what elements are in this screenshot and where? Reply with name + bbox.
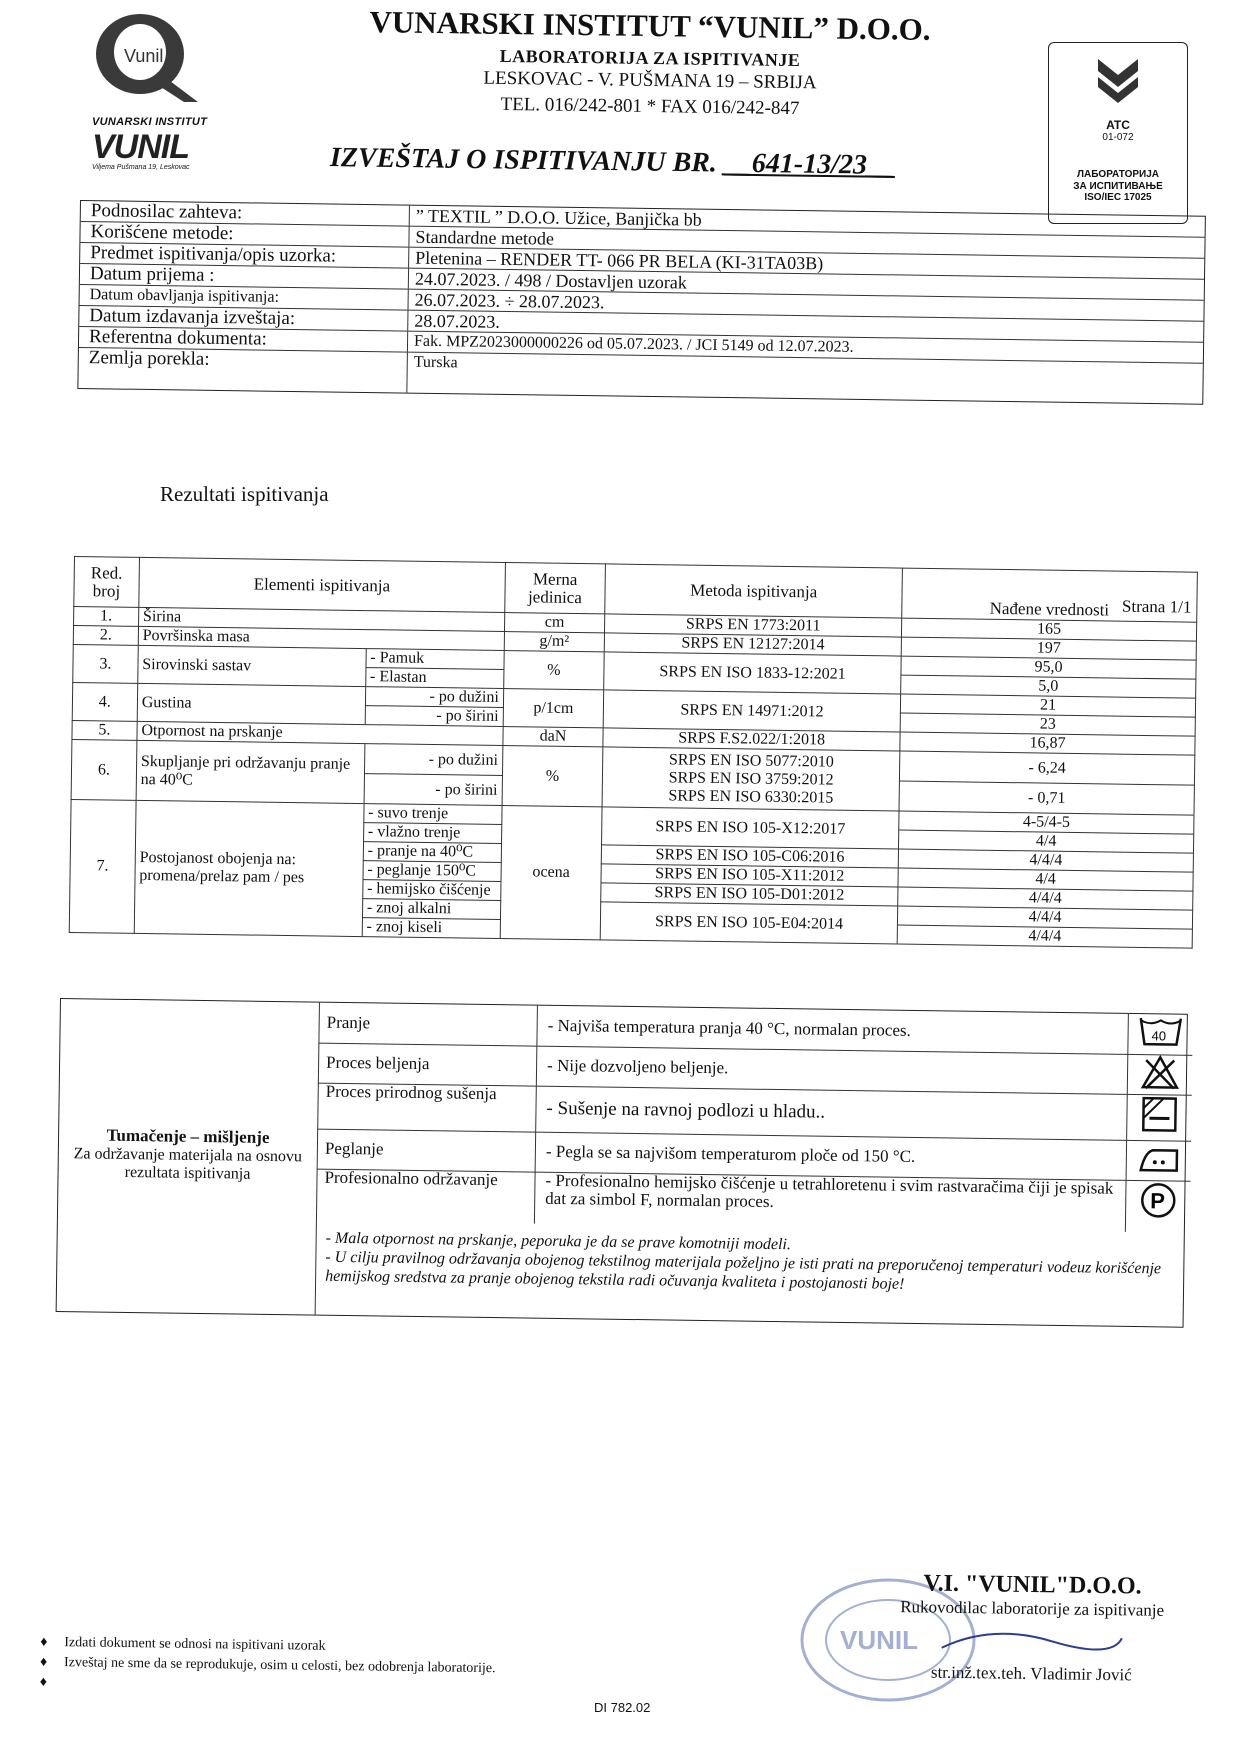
logo-vunil-text: VUNIL bbox=[92, 128, 189, 166]
row-sub: - vlažno trenje bbox=[363, 823, 501, 844]
signature-name: str.inž.tex.teh. Vladimir Jović bbox=[930, 1662, 1132, 1685]
row-element: Postojanost obojenja na: promena/prelaz pam / pes bbox=[134, 800, 364, 936]
wash-40-icon bbox=[1127, 1014, 1193, 1055]
note-2: - U cilju pravilnog održavanja obojenog tekstilnog materijala poželjno je isti prati na preporučenoj temperaturi vodeuz korišćenje hemijskog sredstva za pranje obojenog tekstila radi očuvanja kvaliteta i postojanosti boje! bbox=[325, 1248, 1162, 1293]
care-value: - Nije dozvoljeno beljenje. bbox=[546, 1055, 729, 1078]
row-value: 4/4 bbox=[899, 830, 1194, 853]
info-key: Zemlja porekla: bbox=[78, 348, 408, 393]
atc-lab-line2: ЗА ИСПИТИВАЊЕ bbox=[1073, 181, 1163, 192]
row-method: SRPS EN 12127:2014 bbox=[604, 633, 901, 656]
row-sub: - po širini bbox=[365, 706, 503, 727]
report-title bbox=[330, 142, 895, 182]
row-no: 3. bbox=[73, 644, 138, 683]
atc-label: ATC bbox=[1106, 118, 1130, 132]
row-method: SRPS EN ISO 3759:2012 bbox=[668, 768, 834, 789]
row-method: SRPS EN ISO 5077:2010 bbox=[668, 750, 834, 771]
signature-block bbox=[899, 1570, 1164, 1686]
row-method: SRPS EN ISO 105-D01:2012 bbox=[601, 883, 898, 906]
care-value: - Najviša temperatura pranja 40 °C, normalan proces. bbox=[547, 1015, 911, 1040]
iron-150-icon bbox=[1126, 1140, 1192, 1181]
header-no: Red. broj bbox=[74, 557, 140, 608]
request-info-table bbox=[77, 200, 1206, 405]
care-value: - Pegla se sa najvišom temperaturom ploče od 150 °C. bbox=[545, 1141, 916, 1166]
row-sub: - peglanje 150⁰C bbox=[363, 861, 501, 882]
vunil-logo bbox=[88, 10, 206, 102]
professional-clean-p-icon bbox=[1125, 1180, 1191, 1233]
info-value: Pletenina – RENDER TT- 066 PR BELA (KI-31TA03B) bbox=[415, 247, 824, 274]
row-unit: daN bbox=[503, 727, 604, 747]
bullet-icon: ♦ bbox=[40, 1634, 48, 1650]
care-key: Peglanje bbox=[317, 1129, 537, 1172]
row-method: SRPS F.S2.022/1:2018 bbox=[603, 728, 900, 751]
header-element: Elementi ispitivanja bbox=[139, 557, 506, 612]
info-key: Datum izdavanja izveštaja: bbox=[79, 306, 408, 331]
row-sub: - pranje na 40⁰C bbox=[363, 842, 501, 863]
row-value: 4/4/4 bbox=[898, 849, 1193, 872]
org-address: LESKOVAC - V. PUŠMANA 19 – SRBIJA bbox=[483, 67, 817, 94]
row-unit: % bbox=[503, 651, 604, 690]
info-value: 28.07.2023. bbox=[414, 310, 500, 332]
org-title: VUNARSKI INSTITUT “VUNIL” D.O.O. bbox=[369, 4, 931, 47]
row-sub: - hemijsko čišćenje bbox=[363, 880, 501, 901]
row-unit: p/1cm bbox=[503, 689, 604, 728]
row-value: 23 bbox=[900, 713, 1195, 736]
interpretation-subtitle: Za održavanje materijala na osnovu rezultata ispitivanja bbox=[73, 1145, 303, 1183]
row-sub: - znoj kiseli bbox=[362, 918, 500, 939]
info-key: Referentna dokumenta: bbox=[79, 327, 408, 352]
footer-note-text: Izdati dokument se odnosi na ispitivani uzorak bbox=[64, 1635, 326, 1654]
bullet-icon: ♦ bbox=[39, 1674, 48, 1690]
row-unit: cm bbox=[504, 613, 605, 633]
signature-role: Rukovodilac laboratorije za ispitivanje bbox=[900, 1597, 1165, 1620]
info-value: Turska bbox=[413, 353, 458, 372]
row-element: Sirovinski sastav bbox=[138, 645, 366, 686]
results-table bbox=[69, 556, 1198, 949]
bullet-icon: ♦ bbox=[39, 1654, 48, 1670]
row-method: SRPS EN ISO 1833-12:2021 bbox=[604, 652, 901, 694]
info-value: Standardne metode bbox=[415, 226, 555, 249]
row-value: - 6,24 bbox=[900, 751, 1195, 785]
care-key: Proces beljenja bbox=[318, 1043, 538, 1086]
org-phone: TEL. 016/242-801 * FAX 016/242-847 bbox=[500, 93, 800, 120]
row-value: 95,0 bbox=[901, 656, 1196, 679]
atc-standard: ISO/IEC 17025 bbox=[1084, 192, 1152, 203]
dry-flat-shade-icon bbox=[1126, 1094, 1192, 1141]
header-method: Metoda ispitivanja bbox=[605, 564, 903, 618]
row-value: 5,0 bbox=[901, 675, 1196, 698]
care-key: Profesionalno održavanje bbox=[316, 1169, 536, 1224]
atc-mark-icon bbox=[1088, 53, 1148, 109]
lab-name: LABORATORIJA ZA ISPITIVANJE bbox=[499, 45, 801, 71]
row-unit: g/m² bbox=[504, 632, 605, 652]
row-value: 197 bbox=[901, 637, 1196, 660]
row-no: 1. bbox=[74, 607, 139, 627]
svg-text:P: P bbox=[1150, 1188, 1166, 1214]
atc-number: 01-072 bbox=[1102, 132, 1134, 143]
row-unit: % bbox=[502, 746, 603, 807]
care-value: - Sušenje na ravnoj podlozi u hladu.. bbox=[546, 1097, 826, 1123]
header-unit: Merna jedinica bbox=[505, 563, 606, 614]
row-value: 4/4/4 bbox=[897, 925, 1192, 948]
row-sub: - po dužini bbox=[364, 744, 502, 776]
footer-notes bbox=[40, 1633, 496, 1699]
row-method: SRPS EN ISO 105-X11:2012 bbox=[601, 864, 898, 887]
info-key: Datum prijema : bbox=[80, 264, 409, 289]
row-sub: - Elastan bbox=[365, 668, 503, 689]
info-key: Podnosilac zahteva: bbox=[81, 201, 410, 226]
row-no: 5. bbox=[72, 720, 137, 740]
signature-org: V.I. "VUNIL"D.O.O. bbox=[923, 1570, 1142, 1600]
row-sub: - suvo trenje bbox=[364, 804, 502, 825]
no-bleach-icon bbox=[1127, 1054, 1193, 1095]
info-value: 24.07.2023. / 498 / Dostavljen uzorak bbox=[414, 268, 688, 293]
row-value: 21 bbox=[900, 694, 1195, 717]
logo-small-text: VUNARSKI INSTITUT bbox=[92, 116, 208, 128]
care-key: Proces prirodnog sušenja bbox=[317, 1083, 537, 1132]
row-element: Otpornost na prskanje bbox=[137, 721, 503, 745]
care-value: - Profesionalno hemijsko čišćenje u tetrahloretenu i svim rastvaračima čiji je spisak dat za simbol F, normalan proces. bbox=[545, 1170, 1114, 1211]
row-method: SRPS EN 14971:2012 bbox=[603, 690, 900, 732]
row-method: SRPS EN ISO 6330:2015 bbox=[668, 786, 834, 807]
row-value: 16,87 bbox=[900, 732, 1195, 755]
report-title-text: IZVEŠTAJ O ISPITIVANJU BR. bbox=[329, 142, 718, 179]
row-element: Gustina bbox=[137, 683, 365, 724]
accreditation-badge bbox=[1048, 42, 1188, 224]
row-no: 6. bbox=[71, 739, 137, 800]
info-value: Fak. MPZ2023000000226 od 05.07.2023. / JCI 5149 od 12.07.2023. bbox=[413, 332, 854, 356]
row-no: 4. bbox=[72, 682, 137, 721]
info-value: ” TEXTIL ” D.O.O. Užice, Banjička bb bbox=[415, 205, 702, 230]
document-code: DI 782.02 bbox=[594, 1700, 651, 1715]
info-value: 26.07.2023. ÷ 28.07.2023. bbox=[414, 289, 605, 313]
note-1: - Mala otpornost na prskanje, peporuka je da se prave komotniji modeli. bbox=[325, 1229, 792, 1254]
row-sub: - znoj alkalni bbox=[362, 899, 500, 920]
row-element: Skupljanje pri održavanju pranje na 40⁰C bbox=[136, 740, 365, 803]
interpretation-box bbox=[56, 998, 1188, 1328]
info-key: Korišćene metode: bbox=[80, 222, 409, 247]
svg-text:Vunil: Vunil bbox=[124, 46, 164, 66]
svg-text:40: 40 bbox=[1151, 1028, 1167, 1044]
row-value: 4/4/4 bbox=[898, 887, 1193, 910]
interpretation-title: Tumačenje – mišljenje bbox=[106, 1125, 270, 1147]
row-value: 4/4/4 bbox=[898, 906, 1193, 929]
info-key: Datum obavljanja ispitivanja: bbox=[80, 285, 409, 310]
care-row bbox=[316, 1169, 1191, 1233]
row-method: SRPS EN ISO 105-X12:2017 bbox=[602, 807, 899, 849]
row-unit: ocena bbox=[500, 805, 602, 939]
handwritten-signature bbox=[932, 1618, 1133, 1661]
info-key: Predmet ispitivanja/opis uzorka: bbox=[80, 243, 409, 268]
row-method: SRPS EN ISO 105-E04:2014 bbox=[600, 902, 897, 944]
results-heading: Rezultati ispitivanja bbox=[160, 482, 329, 506]
atc-lab-line1: ЛАБОРАТОРИЈА bbox=[1077, 169, 1159, 180]
row-methods bbox=[602, 747, 900, 811]
row-no: 2. bbox=[73, 626, 138, 646]
svg-text:VUNIL: VUNIL bbox=[840, 1625, 918, 1655]
page-indicator: Strana 1/1 bbox=[1121, 596, 1192, 617]
row-value: 4/4 bbox=[898, 868, 1193, 891]
row-no: 7. bbox=[69, 799, 136, 933]
interpretation-label bbox=[57, 999, 320, 1315]
row-sub: - po dužini bbox=[365, 687, 503, 708]
report-number: __641-13/23__ bbox=[723, 147, 896, 181]
row-sub: - Pamuk bbox=[366, 649, 504, 670]
row-method: SRPS EN 1773:2011 bbox=[605, 614, 902, 637]
row-value: 4-5/4-5 bbox=[899, 811, 1194, 834]
row-method: SRPS EN ISO 105-C06:2016 bbox=[601, 845, 898, 868]
care-key: Pranje bbox=[318, 1003, 538, 1046]
row-sub: - po širini bbox=[364, 774, 502, 806]
row-value: 165 bbox=[902, 618, 1197, 641]
logo-address: Viljema Pušmana 19, Leskovac bbox=[92, 164, 190, 171]
row-value: - 0,71 bbox=[899, 781, 1194, 815]
interpretation-notes bbox=[325, 1229, 1166, 1298]
header-value: Nađene vrednosti bbox=[902, 568, 1198, 622]
footer-note-text: Izveštaj ne sme da se reprodukuje, osim u celosti, bez odobrenja laboratorije. bbox=[63, 1655, 496, 1677]
row-element: Širina bbox=[138, 607, 504, 631]
row-element: Površinska masa bbox=[138, 626, 504, 650]
